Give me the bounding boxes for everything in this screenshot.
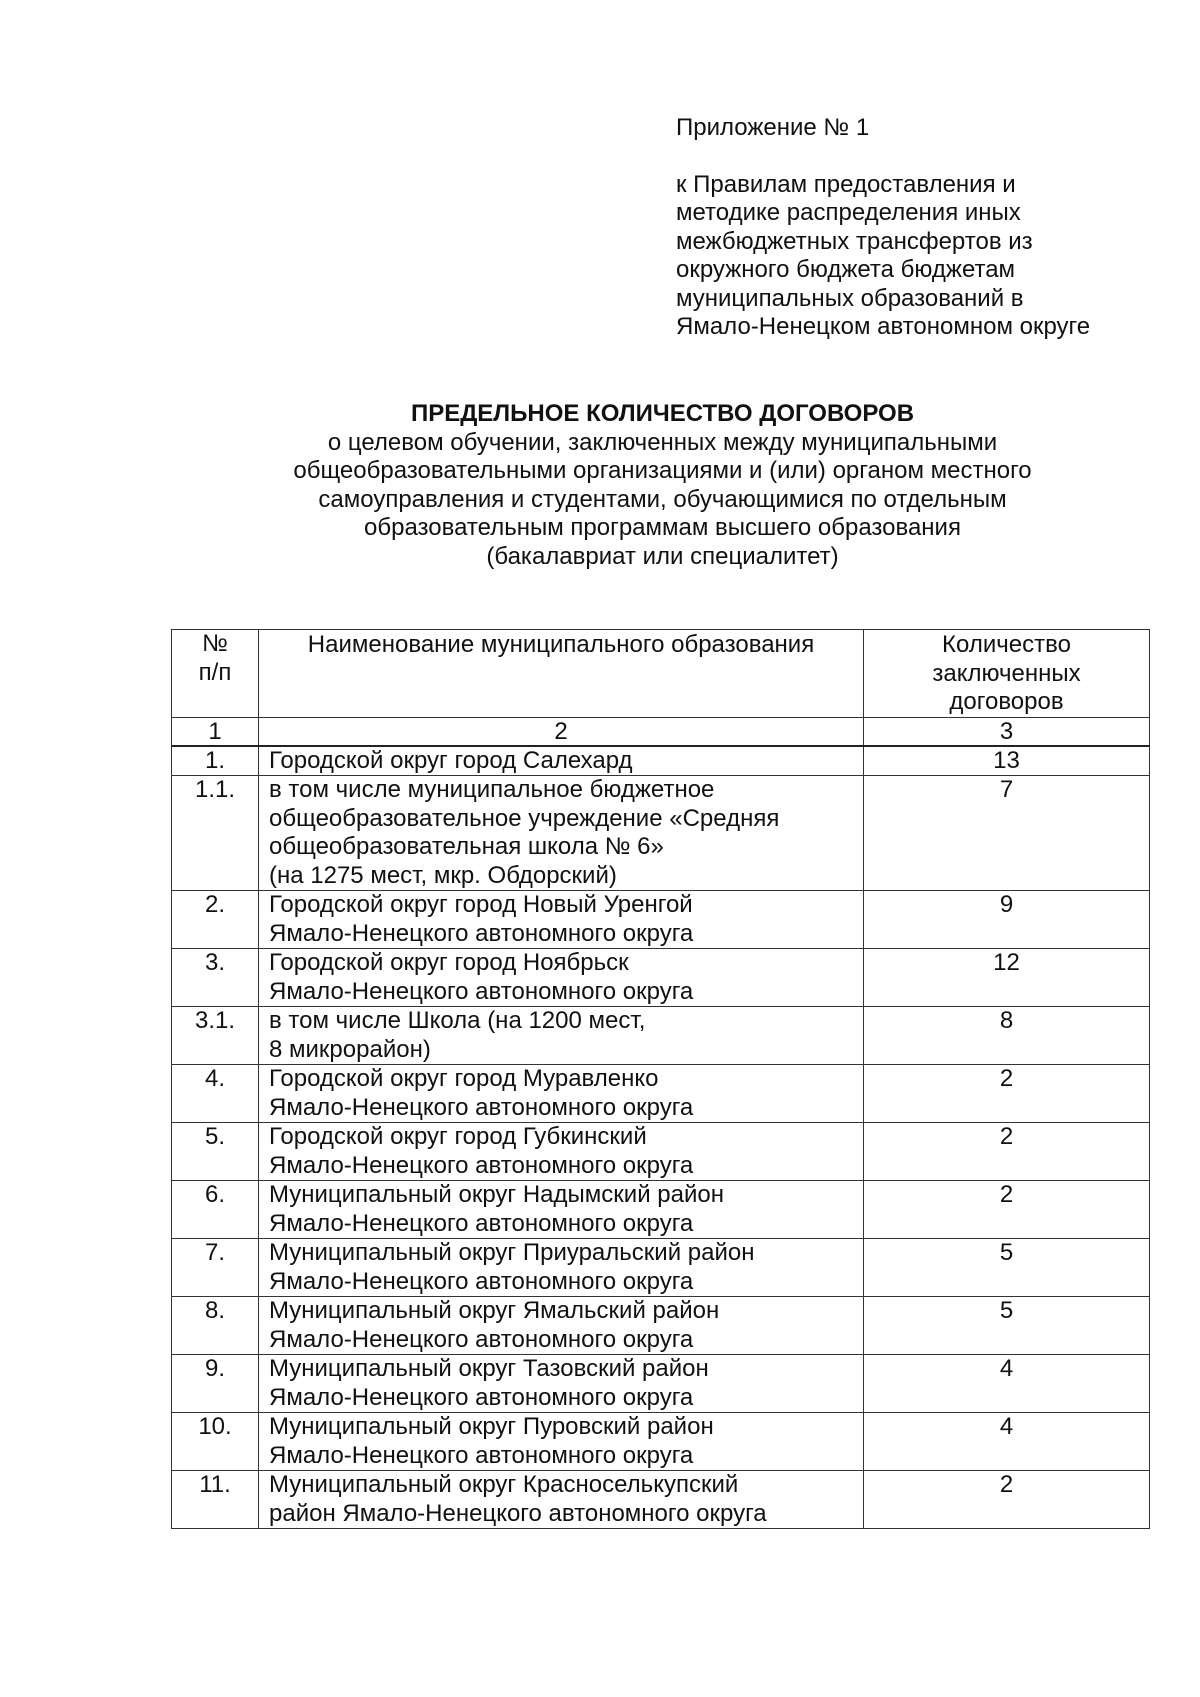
row-name-line: (на 1275 мест, мкр. Обдорский) bbox=[269, 861, 617, 889]
appendix-basis-line: методике распределения иных bbox=[676, 199, 1021, 226]
table-row bbox=[172, 776, 1150, 891]
row-municipality-name bbox=[259, 949, 864, 1007]
header-number-line: № bbox=[202, 630, 228, 657]
row-contract-count: 5 bbox=[864, 1297, 1150, 1355]
table-row bbox=[172, 949, 1150, 1007]
row-name-line: Муниципальный округ Ямальский район bbox=[269, 1297, 720, 1324]
appendix-basis-line: муниципальных образований в bbox=[676, 284, 1024, 312]
row-name-line: Ямало-Ненецкого автономного округа bbox=[269, 977, 694, 1005]
appendix-basis bbox=[676, 171, 1176, 342]
column-index-row bbox=[172, 717, 1150, 746]
subtitle-line: образовательным программам высшего образования bbox=[364, 514, 961, 541]
row-municipality-name bbox=[259, 776, 864, 891]
row-name-line: Муниципальный округ Приуральский район bbox=[269, 1239, 755, 1266]
appendix-number: Приложение № 1 bbox=[676, 114, 870, 141]
row-municipality-name bbox=[259, 1065, 864, 1123]
row-number: 7. bbox=[172, 1239, 259, 1297]
title-block bbox=[170, 400, 1155, 571]
row-number: 2. bbox=[172, 891, 259, 949]
row-contract-count: 2 bbox=[864, 1065, 1150, 1123]
row-contract-count: 13 bbox=[864, 746, 1150, 776]
subtitle-line: самоуправления и студентами, обучающимися по отдельным bbox=[318, 485, 1007, 513]
appendix-basis-line: Ямало-Ненецком автономном округе bbox=[676, 313, 1091, 340]
row-name-line: Муниципальный округ Пуровский район bbox=[269, 1413, 714, 1440]
row-name-line: Городской округ город Новый Уренгой bbox=[269, 891, 693, 918]
table-body bbox=[172, 746, 1150, 1529]
column-index-cell: 2 bbox=[259, 717, 864, 746]
row-contract-count: 7 bbox=[864, 776, 1150, 891]
row-contract-count: 4 bbox=[864, 1355, 1150, 1413]
appendix-basis-line: к Правилам предоставления и bbox=[676, 170, 1016, 198]
row-contract-count: 8 bbox=[864, 1007, 1150, 1065]
row-name-line: Ямало-Ненецкого автономного округа bbox=[269, 919, 694, 947]
row-number: 3.1. bbox=[172, 1007, 259, 1065]
row-number: 6. bbox=[172, 1181, 259, 1239]
table-row bbox=[172, 1297, 1150, 1355]
row-number: 9. bbox=[172, 1355, 259, 1413]
table-row bbox=[172, 1355, 1150, 1413]
row-name-line: Городской округ город Ноябрьск bbox=[269, 949, 629, 976]
row-number: 1.1. bbox=[172, 776, 259, 891]
row-name-line: район Ямало-Ненецкого автономного округа bbox=[269, 1499, 767, 1527]
row-municipality-name bbox=[259, 1239, 864, 1297]
table-row bbox=[172, 1123, 1150, 1181]
row-contract-count: 2 bbox=[864, 1181, 1150, 1239]
table-row bbox=[172, 891, 1150, 949]
row-municipality-name bbox=[259, 1297, 864, 1355]
subtitle-line: (бакалавриат или специалитет) bbox=[486, 542, 839, 570]
table-row bbox=[172, 1065, 1150, 1123]
table-row bbox=[172, 1007, 1150, 1065]
row-name-line: 8 микрорайон) bbox=[269, 1035, 431, 1063]
document-title: ПРЕДЕЛЬНОЕ КОЛИЧЕСТВО ДОГОВОРОВ bbox=[410, 400, 915, 427]
row-municipality-name bbox=[259, 1007, 864, 1065]
header-name: Наименование муниципального образования bbox=[259, 630, 864, 718]
row-name-line: Ямало-Ненецкого автономного округа bbox=[269, 1209, 694, 1237]
row-number: 11. bbox=[172, 1471, 259, 1529]
row-name-line: Ямало-Ненецкого автономного округа bbox=[269, 1267, 694, 1295]
table-row bbox=[172, 1413, 1150, 1471]
appendix-basis-line: окружного бюджета бюджетам bbox=[676, 256, 1016, 283]
row-number: 3. bbox=[172, 949, 259, 1007]
row-municipality-name bbox=[259, 1355, 864, 1413]
row-number: 4. bbox=[172, 1065, 259, 1123]
row-number: 1. bbox=[172, 746, 259, 776]
row-municipality-name bbox=[259, 1181, 864, 1239]
row-municipality-name bbox=[259, 746, 864, 776]
header-number-line: п/п bbox=[198, 658, 232, 686]
contracts-table bbox=[171, 629, 1150, 1529]
contracts-table-wrapper bbox=[171, 629, 1149, 1529]
row-name-line: Городской округ город Губкинский bbox=[269, 1123, 647, 1150]
document-subtitle bbox=[170, 429, 1155, 572]
row-municipality-name bbox=[259, 1123, 864, 1181]
row-name-line: Ямало-Ненецкого автономного округа bbox=[269, 1383, 694, 1411]
row-contract-count: 9 bbox=[864, 891, 1150, 949]
table-row bbox=[172, 1181, 1150, 1239]
table-row bbox=[172, 1471, 1150, 1529]
subtitle-line: общеобразовательными организациями и (или) органом местного bbox=[293, 457, 1032, 484]
row-number: 5. bbox=[172, 1123, 259, 1181]
row-contract-count: 12 bbox=[864, 949, 1150, 1007]
table-row bbox=[172, 746, 1150, 776]
row-contract-count: 4 bbox=[864, 1413, 1150, 1471]
row-name-line: Муниципальный округ Тазовский район bbox=[269, 1355, 709, 1382]
row-name-line: общеобразовательная школа № 6» bbox=[269, 833, 664, 860]
row-name-line: Ямало-Ненецкого автономного округа bbox=[269, 1325, 694, 1353]
row-name-line: Ямало-Ненецкого автономного округа bbox=[269, 1441, 694, 1469]
column-index-cell: 3 bbox=[864, 717, 1150, 746]
row-name-line: Ямало-Ненецкого автономного округа bbox=[269, 1093, 694, 1121]
row-contract-count: 2 bbox=[864, 1123, 1150, 1181]
table-header-row bbox=[172, 630, 1150, 718]
row-contract-count: 5 bbox=[864, 1239, 1150, 1297]
column-index-cell: 1 bbox=[172, 717, 259, 746]
row-municipality-name bbox=[259, 1413, 864, 1471]
header-quantity-line: Количество bbox=[942, 631, 1071, 658]
row-name-line: Городской округ город Салехард bbox=[269, 746, 633, 774]
row-name-line: Муниципальный округ Надымский район bbox=[269, 1181, 724, 1208]
row-name-line: в том числе Школа (на 1200 мест, bbox=[269, 1007, 646, 1034]
row-name-line: общеобразовательное учреждение «Средняя bbox=[269, 804, 780, 832]
row-municipality-name bbox=[259, 1471, 864, 1529]
header-number bbox=[172, 630, 259, 718]
row-number: 10. bbox=[172, 1413, 259, 1471]
row-number: 8. bbox=[172, 1297, 259, 1355]
header-quantity-line: заключенных bbox=[932, 659, 1081, 687]
header-quantity bbox=[864, 630, 1150, 718]
table-row bbox=[172, 1239, 1150, 1297]
row-name-line: Ямало-Ненецкого автономного округа bbox=[269, 1151, 694, 1179]
row-name-line: в том числе муниципальное бюджетное bbox=[269, 776, 715, 803]
row-municipality-name bbox=[259, 891, 864, 949]
row-name-line: Муниципальный округ Красноселькупский bbox=[269, 1471, 739, 1498]
appendix-block bbox=[676, 114, 1176, 342]
row-name-line: Городской округ город Муравленко bbox=[269, 1065, 659, 1092]
header-quantity-line: договоров bbox=[949, 688, 1064, 715]
appendix-basis-line: межбюджетных трансфертов из bbox=[676, 227, 1033, 255]
row-contract-count: 2 bbox=[864, 1471, 1150, 1529]
subtitle-line: о целевом обучении, заключенных между муниципальными bbox=[327, 428, 998, 456]
